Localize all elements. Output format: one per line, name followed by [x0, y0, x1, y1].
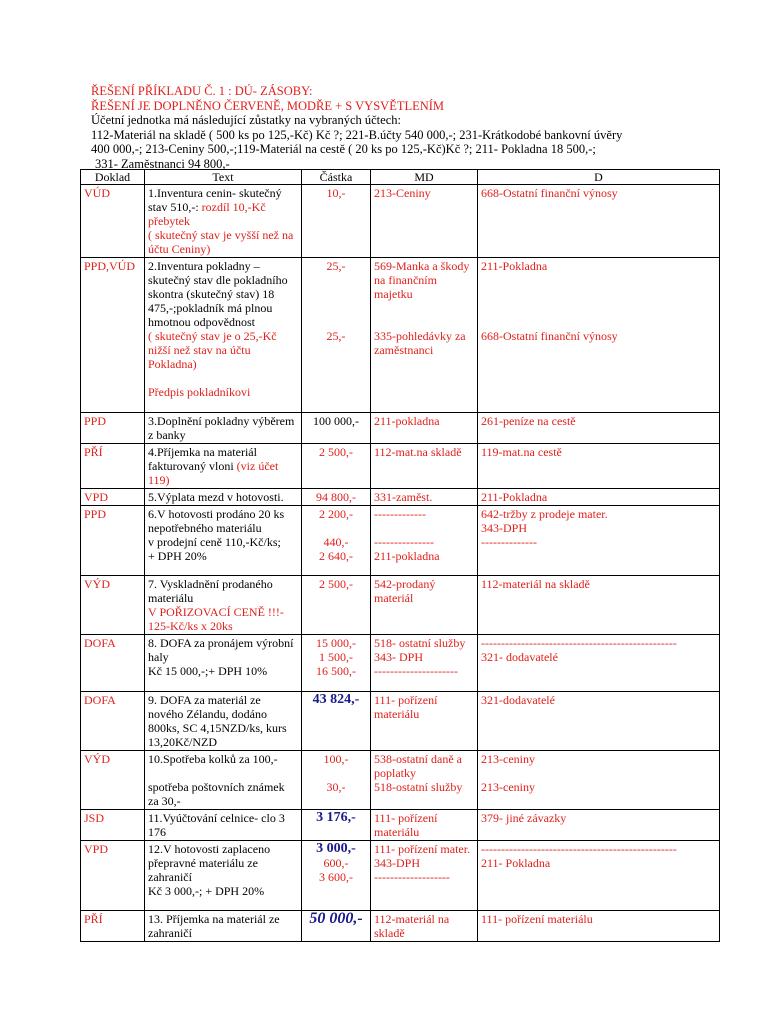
- balances-line-2: 400 000,-; 213-Ceniny 500,-;119-Materiál na cestě ( 20 ks po 125,-Kč)Kč ?; 211- Pokladna 18 500,-;: [91, 142, 596, 156]
- cell-castka: 94 800,-: [302, 489, 371, 506]
- title-line-2: ŘEŠENÍ JE DOPLNĚNO ČERVENĚ, MODŘE + S VYSVĚTLENÍM: [91, 98, 445, 113]
- cell-doklad: DOFA: [81, 692, 145, 751]
- cell-doklad: PPD,VÚD: [81, 258, 145, 413]
- balances-line-1: 112-Materiál na skladě ( 500 ks po 125,-Kč) Kč ?; 221-B.účty 540 000,-; 231-Krátkodobé bankovní úvěry: [91, 127, 623, 142]
- title-line-1: ŘEŠENÍ PŘÍKLADU Č. 1 : DÚ- ZÁSOBY:: [91, 84, 313, 98]
- cell-d: 379- jiné závazky: [478, 810, 720, 841]
- table-row: [81, 506, 720, 576]
- table-row: [81, 489, 720, 506]
- cell-md: 542-prodaný materiál: [371, 576, 478, 635]
- cell-md: 111- pořízení mater. 343-DPH -------------------: [371, 841, 478, 911]
- table-row: [81, 444, 720, 489]
- cell-doklad: VÚD: [81, 185, 145, 258]
- cell-d: ------------------------------------------------- 321- dodavatelé: [478, 635, 720, 692]
- col-header-md: MD: [371, 170, 478, 185]
- cell-doklad: VÝD: [81, 576, 145, 635]
- cell-md: 111- pořízení materiálu: [371, 810, 478, 841]
- col-header-castka: Částka: [302, 170, 371, 185]
- cell-d: 321-dodavatelé: [478, 692, 720, 751]
- table-row: [81, 185, 720, 258]
- cell-text: 6.V hotovosti prodáno 20 ks nepotřebného materiálu v prodejní ceně 110,-Kč/ks; + DPH 20%: [145, 506, 302, 576]
- table-row: [81, 692, 720, 751]
- cell-castka: 3 176,-: [302, 810, 371, 841]
- cell-castka: 50 000,-: [302, 911, 371, 942]
- cell-doklad: PPD: [81, 413, 145, 444]
- cell-md: 331-zaměst.: [371, 489, 478, 506]
- cell-castka: 2 200,- 440,- 2 640,-: [302, 506, 371, 576]
- cell-doklad: PŘÍ: [81, 911, 145, 942]
- col-header-doklad: Doklad: [81, 170, 145, 185]
- cell-castka: 15 000,- 1 500,- 16 500,-: [302, 635, 371, 692]
- cell-text: 4.Příjemka na materiál fakturovaný vloni (viz účet 119): [145, 444, 302, 489]
- cell-castka: 2 500,-: [302, 576, 371, 635]
- cell-doklad: VPD: [81, 841, 145, 911]
- cell-d: 211-Pokladna 668-Ostatní finanční výnosy: [478, 258, 720, 413]
- table-row: [81, 810, 720, 841]
- cell-text: 9. DOFA za materiál ze nového Zélandu, dodáno 800ks, SC 4,15NZD/ks, kurs 13,20Kč/NZD: [145, 692, 302, 751]
- cell-doklad: DOFA: [81, 635, 145, 692]
- cell-castka: 25,- 25,-: [302, 258, 371, 413]
- document-header: [91, 84, 731, 171]
- cell-doklad: JSD: [81, 810, 145, 841]
- cell-text: 8. DOFA za pronájem výrobní haly Kč 15 000,-;+ DPH 10%: [145, 635, 302, 692]
- cell-text: 10.Spotřeba kolků za 100,- spotřeba poštovních známek za 30,-: [145, 751, 302, 810]
- cell-d: 642-tržby z prodeje mater. 343-DPH --------------: [478, 506, 720, 576]
- cell-d: ------------------------------------------------- 211- Pokladna: [478, 841, 720, 911]
- table-row: [81, 576, 720, 635]
- cell-md: 111- pořízení materiálu: [371, 692, 478, 751]
- cell-text: 5.Výplata mezd v hotovosti.: [145, 489, 302, 506]
- cell-md: 112-materiál na skladě: [371, 911, 478, 942]
- cell-castka: 2 500,-: [302, 444, 371, 489]
- accounting-table: [80, 169, 720, 942]
- cell-md: 518- ostatní služby 343- DPH ---------------------: [371, 635, 478, 692]
- cell-d: 112-materiál na skladě: [478, 576, 720, 635]
- cell-text: 1.Inventura cenin- skutečný stav 510,-: rozdíl 10,-Kč přebytek ( skutečný stav je vyšší než na účtu Ceniny): [145, 185, 302, 258]
- cell-doklad: PPD: [81, 506, 145, 576]
- cell-d: 213-ceniny 213-ceniny: [478, 751, 720, 810]
- cell-castka: 3 000,- 600,- 3 600,-: [302, 841, 371, 911]
- cell-d: 119-mat.na cestě: [478, 444, 720, 489]
- cell-d: 111- pořízení materiálu: [478, 911, 720, 942]
- table-row: [81, 258, 720, 413]
- cell-castka: 10,-: [302, 185, 371, 258]
- intro-text: Účetní jednotka má následující zůstatky na vybraných účtech:: [91, 113, 401, 127]
- balances-line-3: 331- Zaměstnanci 94 800,-: [95, 156, 230, 171]
- cell-doklad: VÝD: [81, 751, 145, 810]
- cell-doklad: PŘÍ: [81, 444, 145, 489]
- table-row: [81, 911, 720, 942]
- cell-md: 569-Manka a škody na finančním majetku 335-pohledávky za zaměstnanci: [371, 258, 478, 413]
- table-row: [81, 751, 720, 810]
- cell-d: 668-Ostatní finanční výnosy: [478, 185, 720, 258]
- cell-text: 7. Vyskladnění prodaného materiálu V POŘIZOVACÍ CENĚ !!!- 125-Kč/ks x 20ks: [145, 576, 302, 635]
- cell-text: 12.V hotovosti zaplaceno přepravné materiálu ze zahraničí Kč 3 000,-; + DPH 20%: [145, 841, 302, 911]
- cell-md: ------------- --------------- 211-pokladna: [371, 506, 478, 576]
- cell-md: 211-pokladna: [371, 413, 478, 444]
- table-row: [81, 841, 720, 911]
- table-header-row: [81, 170, 720, 185]
- cell-text: 11.Vyúčtování celnice- clo 3 176: [145, 810, 302, 841]
- cell-text: 13. Příjemka na materiál ze zahraničí: [145, 911, 302, 942]
- cell-text: 3.Doplnění pokladny výběrem z banky: [145, 413, 302, 444]
- cell-d: 261-peníze na cestě: [478, 413, 720, 444]
- col-header-text: Text: [145, 170, 302, 185]
- cell-md: 112-mat.na skladě: [371, 444, 478, 489]
- table-row: [81, 413, 720, 444]
- cell-castka: 100,- 30,-: [302, 751, 371, 810]
- cell-castka: 100 000,-: [302, 413, 371, 444]
- cell-md: 538-ostatní daně a poplatky 518-ostatní služby: [371, 751, 478, 810]
- cell-doklad: VPD: [81, 489, 145, 506]
- col-header-d: D: [478, 170, 720, 185]
- cell-text: 2.Inventura pokladny – skutečný stav dle pokladního skontra (skutečný stav) 18 475,-;pokladník má plnou hmotnou odpovědnost ( skutečný stav je o 25,-Kč nižší než stav na účtu Pokladna) Předpis pokladníkovi: [145, 258, 302, 413]
- cell-md: 213-Ceniny: [371, 185, 478, 258]
- cell-d: 211-Pokladna: [478, 489, 720, 506]
- table-row: [81, 635, 720, 692]
- cell-castka: 43 824,-: [302, 692, 371, 751]
